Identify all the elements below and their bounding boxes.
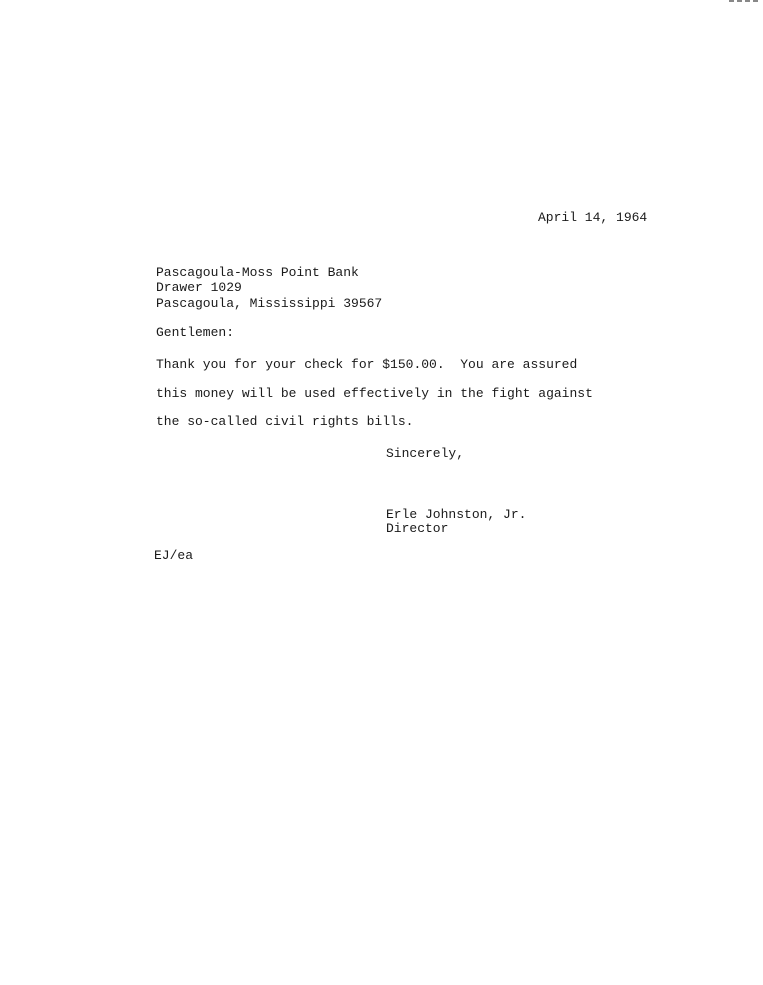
- closing: Sincerely,: [386, 446, 465, 461]
- body-line: the so-called civil rights bills.: [156, 414, 414, 429]
- recipient-city-state-zip: Pascagoula, Mississippi 39567: [156, 296, 383, 311]
- reference-initials: EJ/ea: [154, 548, 194, 563]
- signer-name: Erle Johnston, Jr.: [386, 507, 527, 522]
- letter-date: April 14, 1964: [538, 210, 648, 225]
- salutation: Gentlemen:: [156, 325, 235, 340]
- body-line: Thank you for your check for $150.00. You are assured: [156, 357, 578, 372]
- recipient-address: Drawer 1029: [156, 280, 242, 295]
- body-line: this money will be used effectively in the fight against: [156, 386, 593, 401]
- corner-scan-mark: [729, 0, 759, 3]
- recipient-name: Pascagoula-Moss Point Bank: [156, 265, 359, 280]
- signer-title: Director: [386, 521, 449, 536]
